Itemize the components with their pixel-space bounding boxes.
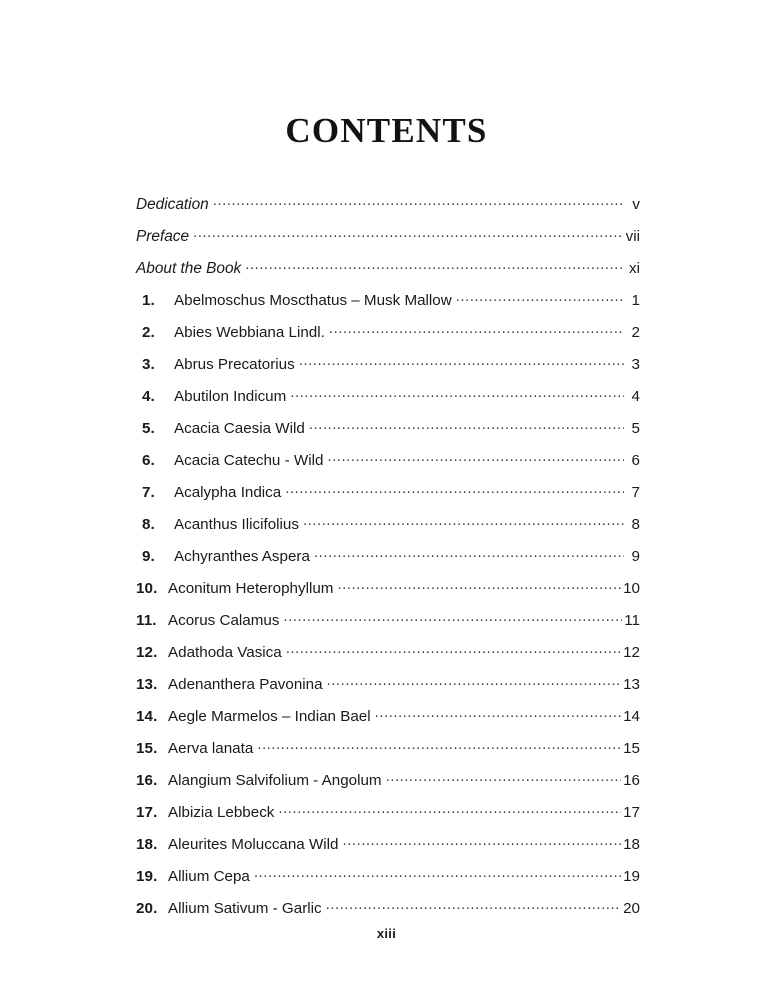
toc-entry-title: Allium Cepa	[168, 868, 250, 886]
toc-entry-page-number: 4	[631, 388, 640, 406]
toc-entry-title: Acorus Calamus	[168, 612, 280, 630]
toc-entry-page-number: 12	[623, 644, 640, 662]
toc-entry-page-number: xi	[629, 260, 640, 278]
toc-entry-number: 13.	[136, 676, 158, 694]
toc-entry-page-number: 9	[631, 548, 640, 566]
toc-leader-dots	[456, 290, 624, 305]
toc-leader-dots	[314, 546, 624, 561]
toc-entry[interactable]	[136, 610, 640, 642]
toc-list	[136, 194, 640, 930]
toc-entry-title: Aleurites Moluccana Wild	[168, 836, 339, 854]
toc-entry-number: 14.	[136, 708, 158, 726]
toc-entry-page-number: 18	[623, 836, 640, 854]
toc-entry-page-number: 5	[631, 420, 640, 438]
toc-entry[interactable]	[136, 706, 640, 738]
toc-entry-number: 4.	[142, 388, 155, 406]
toc-entry-page-number: 13	[623, 676, 640, 694]
toc-entry-title: Preface	[136, 228, 190, 246]
toc-entry-page-number: 6	[631, 452, 640, 470]
toc-leader-dots	[386, 770, 622, 785]
toc-entry-title: Acacia Caesia Wild	[174, 420, 305, 438]
toc-entry-number: 18.	[136, 836, 158, 854]
toc-entry-page-number: 16	[623, 772, 640, 790]
toc-leader-dots	[193, 226, 624, 241]
toc-leader-dots	[213, 194, 624, 209]
toc-entry-page-number: 20	[623, 900, 640, 918]
toc-leader-dots	[303, 514, 624, 529]
toc-entry-number: 7.	[142, 484, 155, 502]
toc-entry[interactable]	[136, 642, 640, 674]
toc-entry[interactable]	[136, 258, 640, 290]
toc-leader-dots	[299, 354, 624, 369]
toc-entry-title: Abrus Precatorius	[174, 356, 295, 374]
toc-entry-number: 17.	[136, 804, 158, 822]
toc-entry-title: Alangium Salvifolium - Angolum	[168, 772, 382, 790]
toc-entry[interactable]	[136, 354, 640, 386]
toc-leader-dots	[285, 482, 624, 497]
toc-entry[interactable]	[136, 514, 640, 546]
toc-entry-number: 5.	[142, 420, 155, 438]
toc-entry-page-number: 19	[623, 868, 640, 886]
toc-entry[interactable]	[136, 194, 640, 226]
toc-entry[interactable]	[136, 322, 640, 354]
toc-leader-dots	[290, 386, 624, 401]
toc-leader-dots	[337, 578, 621, 593]
toc-entry-number: 2.	[142, 324, 155, 342]
toc-entry-title: About the Book	[136, 260, 242, 278]
toc-leader-dots	[254, 866, 621, 881]
toc-entry[interactable]	[136, 770, 640, 802]
toc-entry-title: Aerva lanata	[168, 740, 254, 758]
toc-entry[interactable]	[136, 802, 640, 834]
toc-entry-page-number: 17	[623, 804, 640, 822]
toc-entry-title: Adenanthera Pavonina	[168, 676, 323, 694]
toc-entry-page-number: 10	[623, 580, 640, 598]
toc-entry[interactable]	[136, 450, 640, 482]
toc-leader-dots	[326, 898, 622, 913]
toc-entry-title: Allium Sativum - Garlic	[168, 900, 322, 918]
toc-entry[interactable]	[136, 418, 640, 450]
toc-entry-number: 1.	[142, 292, 155, 310]
toc-entry-title: Aegle Marmelos – Indian Bael	[168, 708, 371, 726]
toc-entry-title: Abies Webbiana Lindl.	[174, 324, 325, 342]
toc-entry-page-number: v	[632, 196, 640, 214]
toc-entry-page-number: 2	[631, 324, 640, 342]
toc-entry-number: 16.	[136, 772, 158, 790]
toc-entry-title: Acalypha Indica	[174, 484, 282, 502]
toc-leader-dots	[375, 706, 621, 721]
toc-entry-number: 20.	[136, 900, 158, 918]
toc-entry-title: Adathoda Vasica	[168, 644, 282, 662]
toc-leader-dots	[327, 450, 624, 465]
toc-entry[interactable]	[136, 578, 640, 610]
toc-entry-title: Albizia Lebbeck	[168, 804, 275, 822]
toc-leader-dots	[286, 642, 621, 657]
toc-entry-number: 15.	[136, 740, 158, 758]
toc-leader-dots	[329, 322, 624, 337]
toc-entry-title: Abutilon Indicum	[174, 388, 287, 406]
toc-leader-dots	[283, 610, 622, 625]
toc-entry[interactable]	[136, 834, 640, 866]
toc-entry-page-number: 11	[624, 612, 640, 630]
toc-leader-dots	[278, 802, 621, 817]
toc-entry-page-number: 8	[631, 516, 640, 534]
toc-entry-title: Acanthus Ilicifolius	[174, 516, 299, 534]
toc-entry-number: 10.	[136, 580, 158, 598]
toc-entry-title: Abelmoschus Moscthatus – Musk Mallow	[174, 292, 452, 310]
toc-entry-page-number: 15	[623, 740, 640, 758]
toc-leader-dots	[245, 258, 624, 273]
toc-entry[interactable]	[136, 546, 640, 578]
toc-entry-title: Aconitum Heterophyllum	[168, 580, 334, 598]
toc-leader-dots	[327, 674, 622, 689]
toc-entry[interactable]	[136, 290, 640, 322]
page-title: CONTENTS	[285, 111, 488, 150]
toc-entry-title: Achyranthes Aspera	[174, 548, 310, 566]
toc-entry-number: 9.	[142, 548, 155, 566]
toc-entry-number: 19.	[136, 868, 158, 886]
toc-entry-page-number: 14	[623, 708, 640, 726]
toc-entry[interactable]	[136, 738, 640, 770]
toc-entry[interactable]	[136, 482, 640, 514]
toc-entry-title: Acacia Catechu - Wild	[174, 452, 324, 470]
toc-entry-number: 12.	[136, 644, 158, 662]
toc-entry[interactable]	[136, 674, 640, 706]
toc-leader-dots	[309, 418, 624, 433]
toc-entry-number: 8.	[142, 516, 155, 534]
toc-entry[interactable]	[136, 386, 640, 418]
toc-entry[interactable]	[136, 866, 640, 898]
toc-entry-page-number: 3	[631, 356, 640, 374]
toc-entry-page-number: vii	[625, 228, 640, 246]
toc-entry[interactable]	[136, 226, 640, 258]
toc-entry-number: 3.	[142, 356, 155, 374]
toc-entry-title: Dedication	[136, 196, 209, 214]
toc-leader-dots	[257, 738, 621, 753]
toc-entry-number: 11.	[136, 612, 157, 630]
toc-entry-page-number: 7	[631, 484, 640, 502]
page-folio: xiii	[376, 926, 397, 941]
toc-entry-number: 6.	[142, 452, 155, 470]
toc-entry-page-number: 1	[631, 292, 640, 310]
toc-leader-dots	[343, 834, 622, 849]
